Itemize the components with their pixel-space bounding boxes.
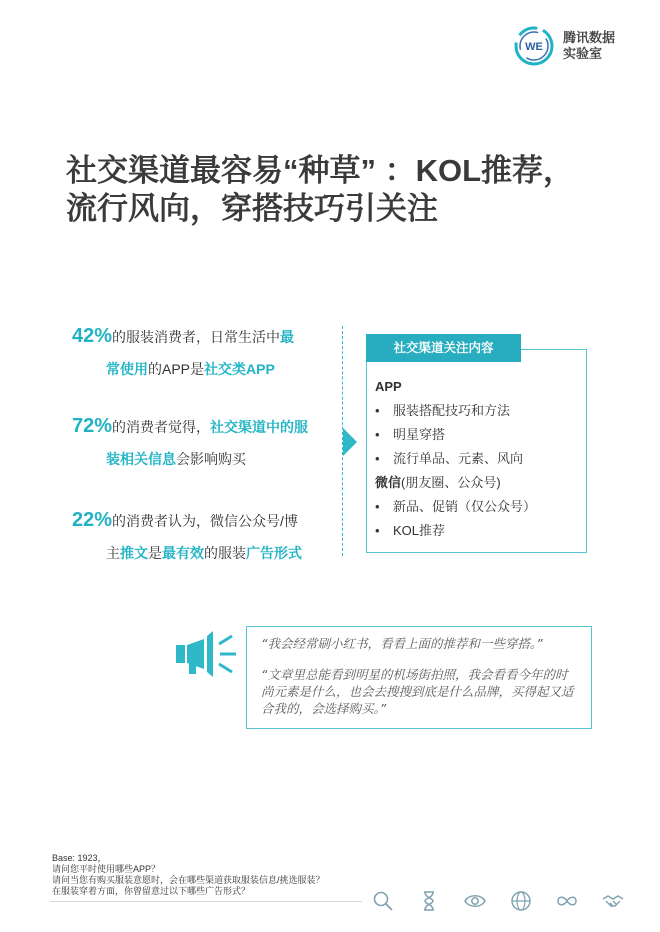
logo-line-2: 实验室 (563, 46, 603, 61)
list-item-text: 明星穿搭 (393, 427, 446, 442)
list-item-text: 新品、促销（仅公众号） (393, 499, 537, 514)
stat-highlight: 最有效 (162, 545, 204, 561)
quote-1: “我会经常刷小红书，看看上面的推荐和一些穿搭。” (261, 636, 543, 651)
wechat-heading-rest: (朋友圈、公众号) (401, 475, 501, 490)
bullet-icon: • (375, 451, 380, 466)
content-list (375, 375, 536, 543)
list-item-text: KOL推荐 (393, 523, 446, 538)
logo-text (563, 30, 615, 62)
footnote (52, 853, 325, 897)
stat-block-1 (72, 320, 332, 385)
stat-percentage: 72% (72, 415, 113, 437)
stat-text: 的服装消费者，日常生活中 (112, 329, 281, 345)
title-line-1: 社交渠道最容易“种草” ：KOL推荐， (66, 153, 575, 188)
bullet-icon: • (375, 499, 380, 514)
stat-highlight: 社交类APP (204, 361, 275, 377)
footnote-line: 请问您平时使用哪些APP？ (52, 864, 161, 874)
list-item (375, 495, 536, 519)
list-item (375, 519, 536, 543)
hourglass-icon (418, 890, 440, 912)
bullet-icon: • (375, 427, 380, 442)
stat-text: 的服装 (204, 545, 246, 561)
footer-divider (50, 901, 362, 902)
stat-highlight: 社交渠道中的服 (210, 419, 309, 435)
list-item (375, 447, 536, 471)
box-tag: 社交渠道关注内容 (366, 334, 521, 362)
we-logo-icon (512, 24, 556, 68)
bullet-icon: • (375, 523, 380, 538)
footer-icon-row (372, 890, 648, 912)
list-item (375, 399, 536, 423)
stat-highlight: 推文 (120, 545, 148, 561)
footnote-line: 请问当您有购买服装意愿时，会在哪些渠道获取服装信息/挑选服装？ (52, 875, 325, 885)
title-line-2: 流行风向，穿搭技巧引关注 (66, 191, 438, 226)
footnote-line: 在服装穿着方面，你曾留意过以下哪些广告形式？ (52, 886, 251, 896)
brand-logo (512, 24, 615, 68)
list-item (375, 423, 536, 447)
stat-block-3 (72, 504, 332, 569)
wechat-heading (375, 471, 536, 495)
app-heading: APP (375, 379, 402, 394)
stat-text: 会影响购买 (176, 451, 246, 467)
quote-2: “文章里总能看到明星的机场街拍照，我会看看今年的时尚元素是什么，也会去搜搜到底是什么品牌，买得起又适合我的，会选择购买。” (261, 667, 574, 716)
page-title (66, 152, 636, 228)
stat-text: 是 (148, 545, 162, 561)
stat-text: 的APP是 (148, 361, 205, 377)
quote-box (246, 626, 592, 729)
logo-line-1: 腾讯数据 (563, 30, 616, 45)
eye-icon (464, 890, 486, 912)
arrow-right-icon (343, 428, 357, 456)
search-icon (372, 890, 394, 912)
stat-highlight: 广告形式 (246, 545, 302, 561)
megaphone-icon (176, 630, 238, 678)
list-item-text: 服装搭配技巧和方法 (393, 403, 511, 418)
infinity-icon (556, 890, 578, 912)
stat-percentage: 22% (72, 509, 113, 531)
stat-block-2 (72, 410, 332, 475)
footnote-line: Base: 1923， (52, 853, 107, 863)
stat-text: 的消费者觉得， (112, 419, 211, 435)
stat-percentage: 42% (72, 325, 113, 347)
globe-icon (510, 890, 532, 912)
list-item-text: 流行单品、元素、风向 (393, 451, 524, 466)
handshake-icon (602, 890, 624, 912)
stat-highlight: 装相关信息 (106, 451, 176, 467)
bullet-icon: • (375, 403, 380, 418)
stat-highlight: 常使用 (106, 361, 148, 377)
stat-highlight: 最 (280, 329, 295, 345)
stat-text: 的消费者认为，微信公众号/博 (112, 513, 298, 529)
wechat-heading-bold: 微信 (375, 475, 402, 490)
logo-mark: WE (525, 41, 543, 53)
stat-text: 主 (106, 545, 120, 561)
